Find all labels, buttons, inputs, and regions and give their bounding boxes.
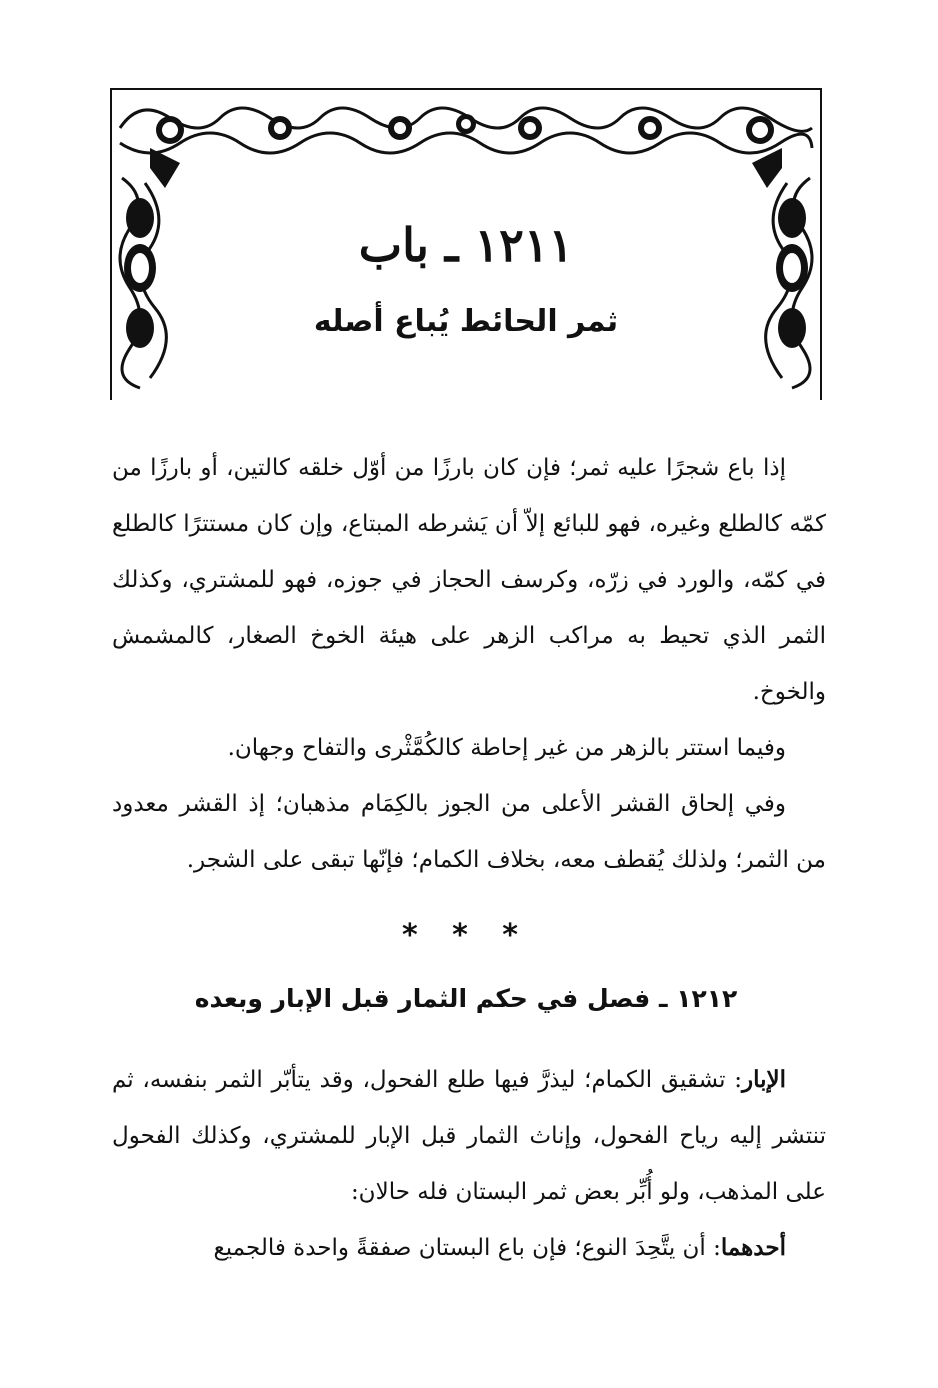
section-text-block [112, 1052, 826, 1276]
paragraph-1: إذا باع شجرًا عليه ثمر؛ فإن كان بارزًا من أوّل خلقه كالتين، أو بارزًا من كمّه كالطلع وغيره، فهو للبائع إلاّ أن يَشرطه المبتاع، وإن كان مستترًا كالطلع في كمّه، والورد في زرّه، وكرسف الحجاز في جوزه، فهو للمشتري، وكذلك الثمر الذي تحيط به مراكب الزهر على هيئة الخوخ الصغار، كالمشمش والخوخ. [112, 455, 826, 705]
section-paragraph-1-text: : تشقيق الكمام؛ ليذرَّ فيها طلع الفحول، وقد يتأبّر الثمر بنفسه، ثم تنتشر إليه رياح الفحول، وإناث الثمار قبل الإبار للمشتري، وكذلك الفحول على المذهب، ولو أُبِّر بعض ثمر البستان فله حالان: [112, 1067, 826, 1205]
main-text-block [112, 440, 826, 888]
section-paragraph-2-text: : أن يتَّحِدَ النوع؛ فإن باع البستان صفقةً واحدة فالجميع [213, 1235, 721, 1261]
term-ibar: الإبار [741, 1066, 786, 1093]
section-separator: * * * [402, 918, 530, 953]
chapter-title: ثمر الحائط يُباع أصله [313, 304, 619, 339]
section-paragraph-2 [112, 1220, 826, 1276]
section-paragraph-1 [112, 1052, 826, 1220]
term-first-case: أحدهما [720, 1234, 786, 1261]
chapter-heading: ١٢١١ ـ باب [358, 218, 574, 272]
paragraph-3: وفي إلحاق القشر الأعلى من الجوز بالكِمَام مذهبان؛ إذ القشر معدود من الثمر؛ ولذلك يُقطف معه، بخلاف الكمام؛ فإنّها تبقى على الشجر. [112, 791, 826, 873]
paragraph-2: وفيما استتر بالزهر من غير إحاطة كالكُمَّثْرى والتفاح وجهان. [227, 735, 786, 761]
section-title: ١٢١٢ ـ فصل في حكم الثمار قبل الإبار وبعده [194, 984, 738, 1013]
